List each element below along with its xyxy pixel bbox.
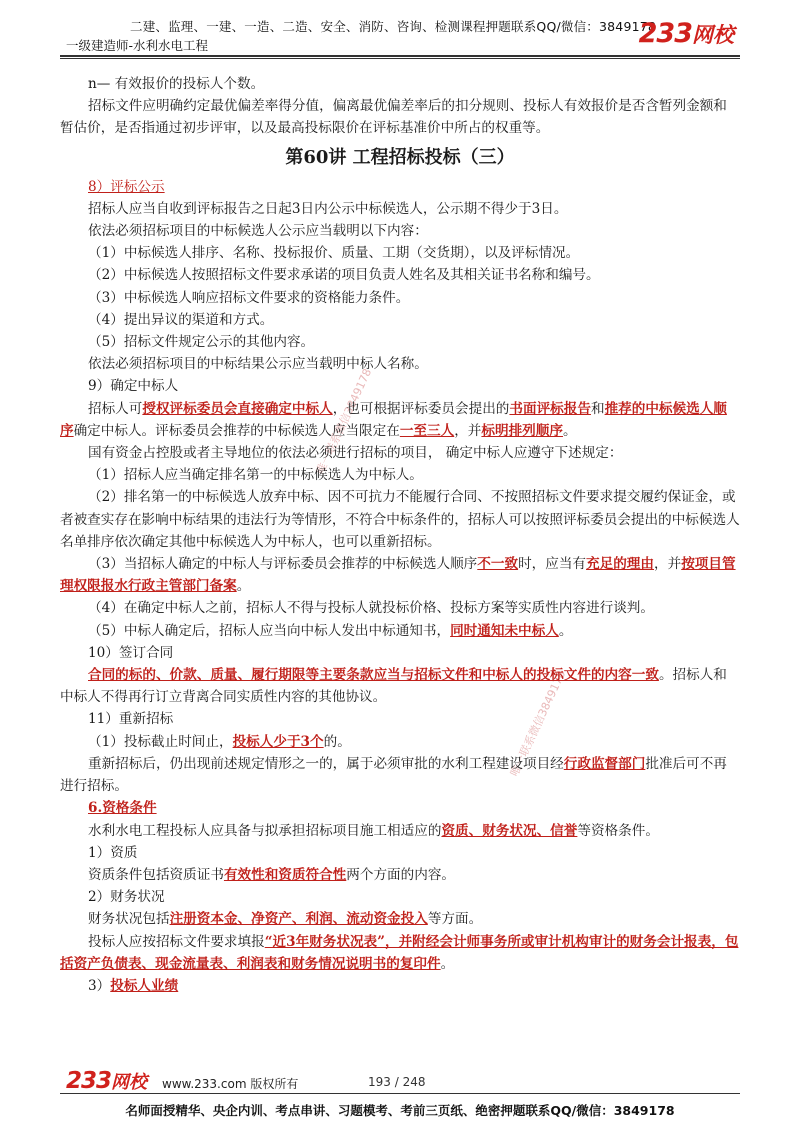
highlight: 推荐的中标候选人顺序: [60, 400, 727, 439]
list-item: （2）排名第一的中标候选人放弃中标、因不可抗力不能履行合同、不按照招标文件要求提交履约保证金，或者被查实存在影响中标结果的违法行为等情形，不符合中标条件的，招标人可以按照评标委员会提出的中标候选人名单排序依次确定其他中标候选人为中标人，也可以重新招标。: [60, 489, 740, 550]
header-promo: 二建、监理、一建、一造、二造、安全、消防、咨询、检测课程押题联系QQ/微信：3849178: [130, 19, 657, 34]
list-item: （4）提出异议的渠道和方式。: [88, 311, 274, 328]
highlight: 按项目管理权限报水行政主管部门备案: [60, 556, 736, 595]
section-heading: 9）确定中标人: [88, 378, 179, 395]
paragraph: 合同的标的、价款、质量、履行期限等主要条款应当与招标文件和中标人的投标文件的内容一致。招标人和中标人不得再行订立背离合同实质性内容的其他协议。: [60, 667, 727, 706]
header-logo: [639, 18, 734, 49]
highlight: 书面评标报告: [509, 400, 591, 417]
paragraph: 招标人应当自收到评标报告之日起3日内公示中标候选人，公示期不得少于3日。: [88, 200, 568, 217]
paragraph: 财务状况包括注册资本金、净资产、利润、流动资金投入等方面。: [88, 911, 483, 928]
header-rule: [60, 55, 740, 57]
header-rule-thin: [60, 58, 740, 59]
footer-logo-sub: 网校: [111, 1072, 148, 1093]
list-item: （3）当招标人确定的中标人与评标委员会推荐的中标候选人顺序不一致时，应当有充足的理由，并按项目管理权限报水行政主管部门备案。: [60, 556, 736, 595]
highlight: 授权评标委员会直接确定中标人: [142, 400, 333, 417]
paragraph: n— 有效报价的投标人个数。: [88, 76, 265, 92]
logo-sub: 网校: [692, 23, 734, 47]
highlight: 充足的理由: [586, 556, 654, 573]
document-body: [60, 73, 740, 997]
list-item: （4）在确定中标人之前，招标人不得与投标人就投标价格、投标方案等实质性内容进行谈判。: [88, 600, 654, 617]
list-item: （2）中标候选人按照招标文件要求承诺的项目负责人姓名及其相关证书名称和编号。: [88, 267, 600, 284]
highlight: 一至三人: [399, 422, 455, 439]
section-heading: 2）财务状况: [88, 889, 165, 906]
list-item: （5）招标文件规定公示的其他内容。: [88, 334, 315, 351]
paragraph: 招标文件应明确约定最优偏差率得分值，偏离最优偏差率后的扣分规则、投标人有效报价是否含暂列金额和暂估价，是否指通过初步评审，以及最高投标限价在评标基准价中所占的权重等。: [60, 98, 727, 137]
paragraph: 重新招标后，仍出现前述规定情形之一的，属于必须审批的水利工程建设项目经行政监督部门批准后可不再进行招标。: [60, 755, 727, 795]
paragraph: 水利水电工程投标人应具备与拟承担招标项目施工相适应的资质、财务状况、信誉等资格条件。: [88, 822, 659, 839]
section-heading: 10）签订合同: [88, 644, 174, 661]
lecture-title: 第60讲 工程招标投标（三）: [285, 146, 515, 168]
highlight: 投标人少于3个: [232, 733, 324, 750]
highlight: “近3年财务状况表”，并附经会计师事务所或审计机构审计的财务会计报表，包括资产负债表、现金流量表、利润表和财务情况说明书的复印件: [60, 933, 739, 972]
footer-ads: 名师面授精华、央企内训、考点串讲、习题模考、考前三页纸、绝密押题联系QQ/微信：3849178: [125, 1103, 675, 1118]
paragraph: 国有资金占控股或者主导地位的依法必须进行招标的项目， 确定中标人应遵守下述规定：: [88, 445, 623, 462]
watermark: 唯一联系微信3849178: [507, 668, 569, 779]
highlight: 同时通知未中标人: [450, 622, 559, 639]
section-heading: 11）重新招标: [88, 711, 174, 728]
footer-logo: [66, 1068, 147, 1094]
highlight: 不一致: [477, 556, 519, 573]
paragraph: 依法必须招标项目的中标候选人公示应当载明以下内容：: [88, 223, 428, 240]
list-item: （1）投标截止时间止，投标人少于3个的。: [88, 733, 351, 750]
list-item: （5）中标人确定后，招标人应当向中标人发出中标通知书，同时通知未中标人。: [88, 622, 573, 639]
paragraph: 投标人应按招标文件要求填报“近3年财务状况表”，并附经会计师事务所或审计机构审计的财务会计报表，包括资产负债表、现金流量表、利润表和财务情况说明书的复印件。: [60, 933, 739, 972]
logo-main: 233: [638, 18, 692, 49]
list-item: （1）招标人应当确定排名第一的中标候选人为中标人。: [88, 467, 423, 484]
section-heading: 1）资质: [88, 844, 138, 861]
footer-rule: [60, 1093, 740, 1094]
footer-site: www.233.com 版权所有: [162, 1077, 299, 1091]
section-heading: 8）评标公示: [88, 178, 165, 195]
paragraph: 资质条件包括资质证书有效性和资质符合性两个方面的内容。: [88, 866, 456, 883]
page-number: 193 / 248: [368, 1075, 426, 1089]
highlight: 投标人业绩: [110, 977, 179, 994]
highlight: 行政监督部门: [563, 755, 646, 772]
section-heading: 6.资格条件: [88, 800, 157, 817]
list-item: （3）中标候选人响应招标文件要求的资格能力条件。: [88, 289, 410, 306]
list-item: （1）中标候选人排序、名称、投标报价、质量、工期（交货期），以及评标情况。: [88, 245, 580, 262]
paragraph: 依法必须招标项目的中标结果公示应当载明中标人名称。: [88, 356, 428, 373]
paragraph: 招标人可授权评标委员会直接确定中标人，也可根据评标委员会提出的书面评标报告和推荐的中标候选人顺序确定中标人。评标委员会推荐的中标候选人应当限定在一至三人，并标明排列顺序。: [60, 400, 727, 439]
footer-logo-main: 233: [66, 1068, 112, 1094]
highlight: 标明排列顺序: [481, 422, 563, 439]
highlight: 有效性和资质符合性: [223, 866, 347, 883]
section-heading: 3）投标人业绩: [88, 977, 179, 994]
watermark: 唯一联系微信3849178: [313, 366, 375, 477]
header-course: 一级建造师-水利水电工程: [66, 38, 209, 53]
highlight: 注册资本金、净资产、利润、流动资金投入: [169, 911, 428, 928]
highlight: 合同的标的、价款、质量、履行期限等主要条款应当与招标文件和中标人的投标文件的内容一致: [88, 667, 659, 684]
highlight: 资质、财务状况、信誉: [441, 822, 578, 839]
